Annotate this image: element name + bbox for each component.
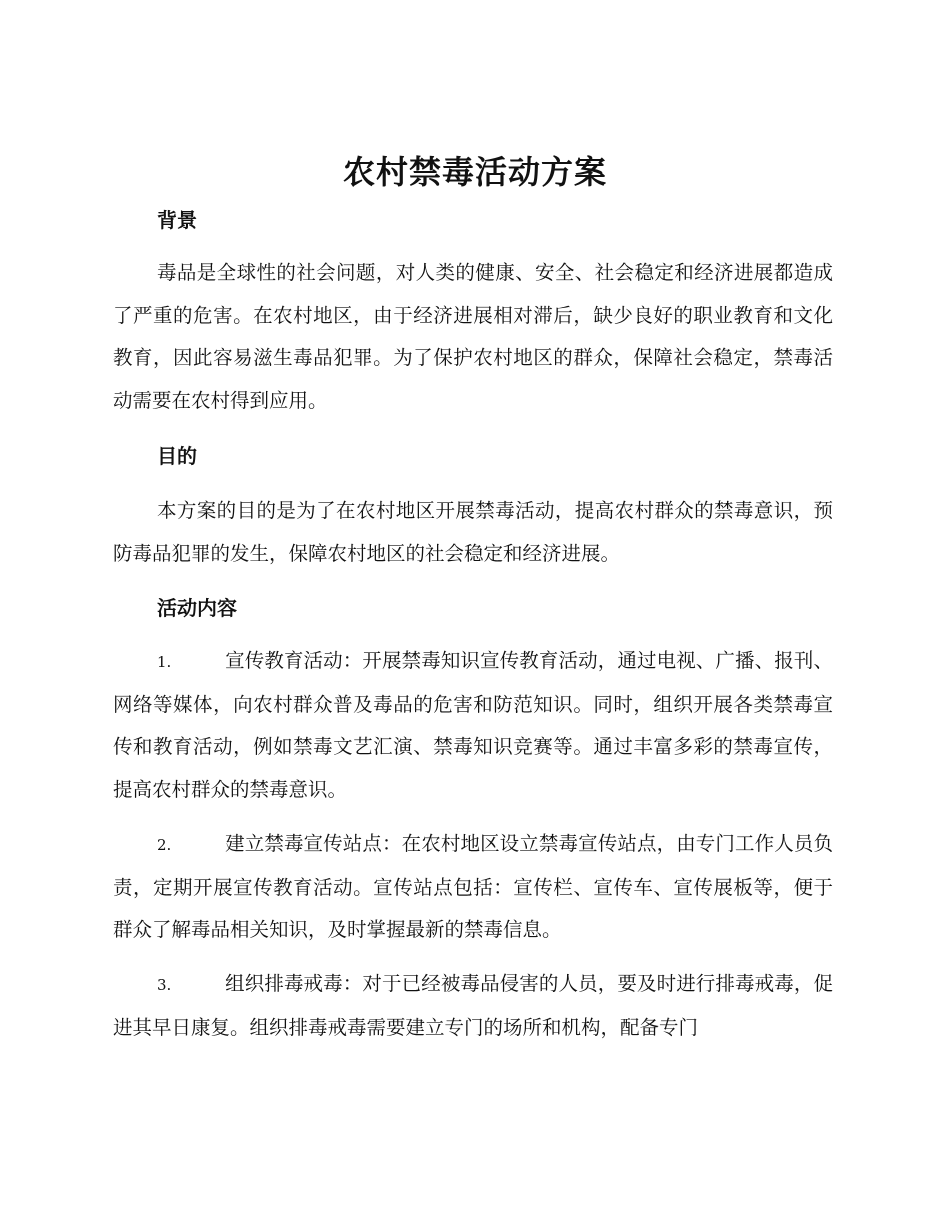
activity-item-2 — [113, 823, 833, 952]
purpose-paragraph: 本方案的目的是为了在农村地区开展禁毒活动，提高农村群众的禁毒意识，预防毒品犯罪的发生，保障农村地区的社会稳定和经济进展。 — [113, 499, 833, 565]
activity-item-number: 3. — [157, 976, 172, 994]
section-heading-activities: 活动内容 — [157, 596, 237, 620]
section-heading-purpose: 目的 — [157, 444, 197, 468]
activity-item-1 — [113, 640, 833, 811]
activity-item-number: 2. — [157, 836, 172, 854]
document-title: 农村禁毒活动方案 — [342, 153, 607, 191]
activity-item-3 — [113, 963, 833, 1049]
activity-item-text: 组织排毒戒毒：对于已经被毒品侵害的人员，要及时进行排毒戒毒，促进其早日康复。组织排毒戒毒需要建立专门的场所和机构，配备专门 — [113, 972, 833, 1039]
activity-item-text: 宣传教育活动：开展禁毒知识宣传教育活动，通过电视、广播、报刊、网络等媒体，向农村群众普及毒品的危害和防范知识。同时，组织开展各类禁毒宣传和教育活动，例如禁毒文艺汇演、禁毒知识竞赛等。通过丰富多彩的禁毒宣传，提高农村群众的禁毒意识。 — [113, 649, 833, 801]
activity-item-number: 1. — [157, 653, 172, 671]
section-heading-background: 背景 — [157, 208, 197, 232]
background-paragraph: 毒品是全球性的社会问题，对人类的健康、安全、社会稳定和经济进展都造成了严重的危害。在农村地区，由于经济进展相对滞后，缺少良好的职业教育和文化教育，因此容易滋生毒品犯罪。为了保护农村地区的群众，保障社会稳定，禁毒活动需要在农村得到应用。 — [113, 261, 833, 412]
activity-item-text: 建立禁毒宣传站点：在农村地区设立禁毒宣传站点，由专门工作人员负责，定期开展宣传教育活动。宣传站点包括：宣传栏、宣传车、宣传展板等，便于群众了解毒品相关知识，及时掌握最新的禁毒信息。 — [113, 832, 833, 941]
